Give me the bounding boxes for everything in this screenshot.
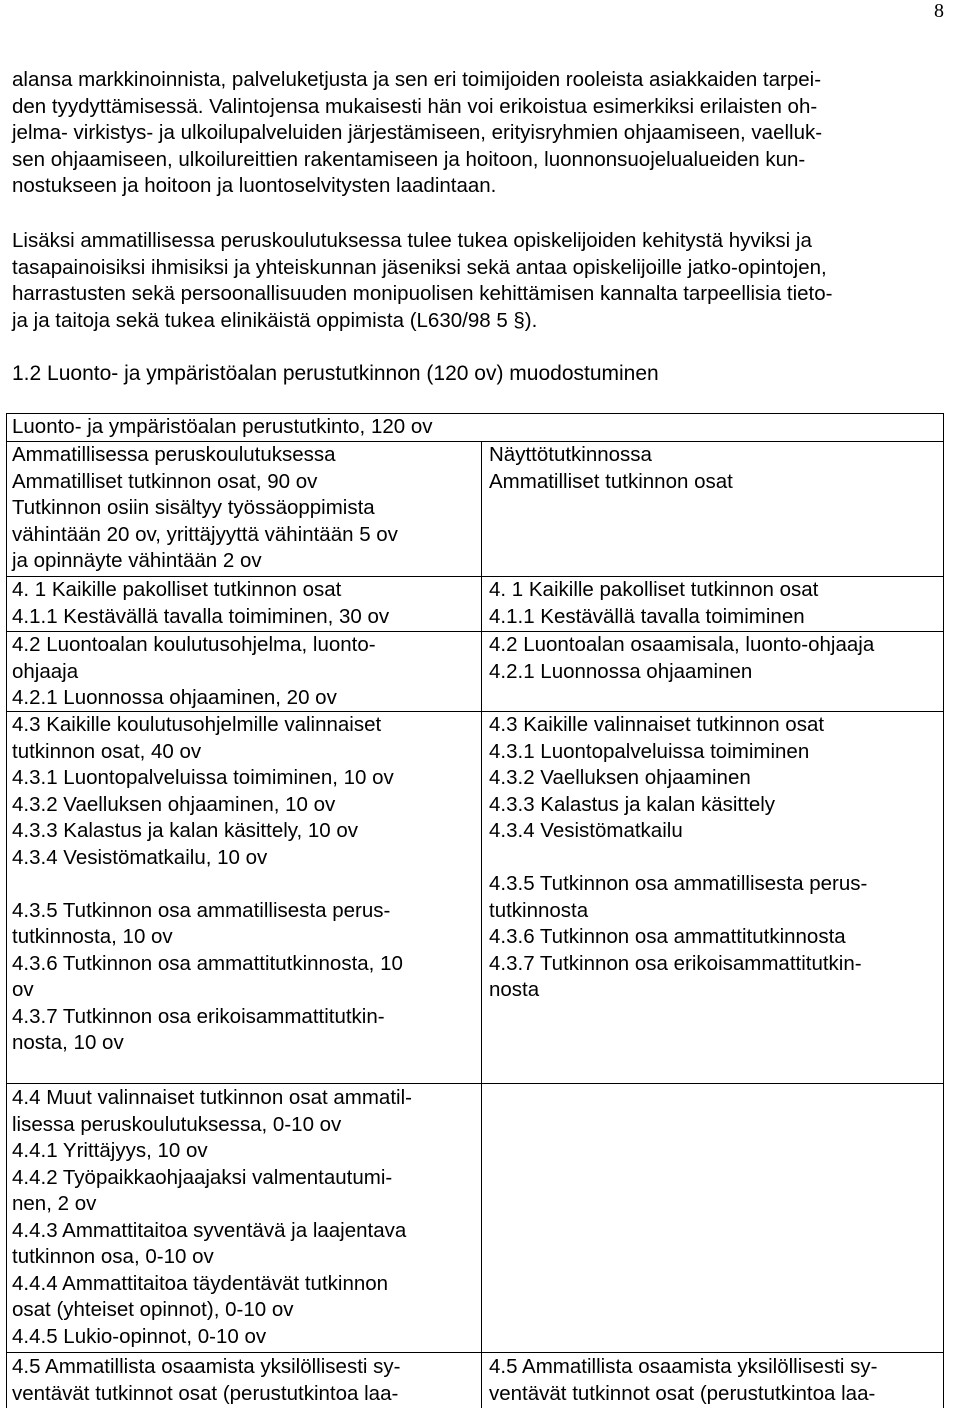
cell-line [12, 871, 474, 898]
cell-line: 4.3.7 Tutkinnon osa erikoisammattitutkin- [489, 951, 862, 975]
cell-line: tutkinnon osa, 0-10 ov [12, 1245, 214, 1268]
intro-paragraph-1 [12, 67, 942, 200]
text-line: ja ja taitoja sekä tukea elinikäistä oppimista (L630/98 5 §). [12, 308, 538, 332]
cell-line: 4.3.5 Tutkinnon osa ammatillisesta perus- [489, 872, 868, 895]
cell-line: ohjaaja [12, 659, 79, 683]
note-line: vähintään 20 ov, yrittäjyyttä vähintään 5 ov [12, 522, 398, 546]
cell-line: tutkinnosta, 10 ov [12, 925, 173, 948]
cell-line: osat (yhteiset opinnot), 0-10 ov [12, 1298, 294, 1321]
table-border [6, 1083, 943, 1084]
table-border [6, 1352, 943, 1353]
cell-line: nen, 2 ov [12, 1192, 97, 1215]
cell-line: 4.4.1 Yrittäjyys, 10 ov [12, 1139, 208, 1162]
cell-4-1-right [489, 577, 939, 630]
text-line: Lisäksi ammatillisessa peruskoulutuksessa tulee tukea opiskelijoiden kehitystä hyviksi ja [12, 229, 812, 252]
cell-4-3-right [489, 712, 939, 1004]
cell-line: 4.5 Ammatillista osaamista yksilöllisesti sy- [12, 1355, 401, 1378]
subheader: Ammatilliset tutkinnon osat [489, 469, 733, 493]
cell-line: tutkinnon osat, 40 ov [12, 739, 202, 763]
cell-line: 4.3.2 Vaelluksen ohjaaminen [489, 766, 751, 789]
cell-line: 4.3.7 Tutkinnon osa erikoisammattitutkin- [12, 1004, 385, 1028]
table-title: Luonto- ja ympäristöalan perustutkinto, 120 ov [12, 415, 433, 438]
cell-4-4-left [12, 1085, 474, 1350]
cell-line: 4.3.1 Luontopalveluissa toimiminen [489, 739, 810, 763]
cell-line: 4.3 Kaikille valinnaiset tutkinnon osat [489, 713, 825, 736]
cell-line: 4.4.4 Ammattitaitoa täydentävät tutkinnon [12, 1271, 389, 1295]
cell-line: tutkinnosta [489, 898, 589, 922]
subheader: Ammatilliset tutkinnon osat, 90 ov [12, 469, 318, 493]
note-line: ja opinnäyte vähintään 2 ov [12, 549, 262, 572]
cell-4-2-left [12, 632, 474, 712]
cell-line: 4.3.4 Vesistömatkailu [489, 819, 683, 842]
cell-line: 4.4.3 Ammattitaitoa syventävä ja laajentava [12, 1218, 407, 1242]
cell-line: 4. 1 Kaikille pakolliset tutkinnon osat [12, 578, 342, 601]
table-left-header [12, 442, 474, 575]
cell-line: 4.3.6 Tutkinnon osa ammattitutkinnosta, 10 [12, 951, 403, 975]
cell-line: 4.5 Ammatillista osaamista yksilöllisesti sy- [489, 1355, 878, 1378]
cell-line: ventävät tutkinnot osat (perustutkintoa laa- [489, 1381, 876, 1405]
cell-line: 4.3.2 Vaelluksen ohjaaminen, 10 ov [12, 792, 336, 816]
cell-line: 4.2.1 Luonnossa ohjaaminen, 20 ov [12, 686, 337, 709]
intro-paragraph-2 [12, 228, 942, 334]
text-line: alansa markkinoinnista, palveluketjusta ja sen eri toimijoiden rooleista asiakkaiden tarpei- [12, 68, 822, 91]
cell-line: 4.1.1 Kestävällä tavalla toimiminen, 30 ov [12, 604, 390, 628]
cell-line: nosta, 10 ov [12, 1031, 124, 1054]
cell-line: 4.2 Luontoalan osaamisala, luonto-ohjaaja [489, 633, 875, 656]
cell-line: 4.3.4 Vesistömatkailu, 10 ov [12, 845, 268, 869]
page-number: 8 [934, 0, 944, 22]
table-right-header [489, 442, 939, 495]
cell-line: 4.4.5 Lukio-opinnot, 0-10 ov [12, 1324, 267, 1348]
cell-line: 4.3 Kaikille koulutusohjelmille valinnaiset [12, 713, 382, 736]
cell-line: 4.1.1 Kestävällä tavalla toimiminen [489, 604, 805, 628]
cell-line: 4.4.2 Työpaikkaohjaajaksi valmentautumi- [12, 1165, 393, 1189]
cell-line: 4.3.3 Kalastus ja kalan käsittely [489, 792, 776, 816]
column-header: Ammatillisessa peruskoulutuksessa [12, 443, 336, 466]
cell-line: ov [12, 978, 34, 1001]
cell-4-5-right [489, 1354, 939, 1407]
text-line: nostukseen ja hoitoon ja luontoselvitysten laadintaan. [12, 174, 497, 197]
text-line: tasapainoisiksi ihmisiksi ja yhteiskunnan jäseniksi sekä antaa opiskelijoille jatko-opintojen, [12, 255, 827, 279]
note-line: Tutkinnon osiin sisältyy työssäoppimista [12, 496, 375, 519]
text-line: harrastusten sekä persoonallisuuden monipuolisen kehittämisen kannalta tarpeellisia tieto- [12, 282, 833, 305]
table-border [481, 441, 482, 1408]
cell-4-3-left [12, 712, 474, 1057]
cell-4-5-left [12, 1354, 474, 1407]
cell-line: lisessa peruskoulutuksessa, 0-10 ov [12, 1112, 342, 1136]
text-line: jelma- virkistys- ja ulkoilupalveluiden järjestämiseen, erityisryhmien ohjaamiseen, vaelluk- [12, 121, 823, 144]
table-border [6, 413, 7, 1408]
cell-line: nosta [489, 978, 540, 1001]
table-border [943, 413, 944, 1408]
cell-line: ventävät tutkinnot osat (perustutkintoa laa- [12, 1381, 399, 1405]
cell-line: 4.3.3 Kalastus ja kalan käsittely, 10 ov [12, 819, 359, 842]
column-header: Näyttötutkinnossa [489, 443, 652, 466]
section-heading: 1.2 Luonto- ja ympäristöalan perustutkinnon (120 ov) muodostuminen [12, 362, 659, 385]
cell-line: 4.4 Muut valinnaiset tutkinnon osat ammatil- [12, 1086, 412, 1109]
cell-4-2-right [489, 632, 939, 685]
cell-line: 4.3.5 Tutkinnon osa ammatillisesta perus- [12, 898, 391, 922]
text-line: den tyydyttämisessä. Valintojensa mukaisesti hän voi erikoistua esimerkiksi erilaisten oh- [12, 94, 818, 118]
cell-line: 4.2 Luontoalan koulutusohjelma, luonto- [12, 633, 376, 656]
cell-line: 4. 1 Kaikille pakolliset tutkinnon osat [489, 578, 819, 601]
cell-line [489, 845, 939, 872]
cell-line: 4.2.1 Luonnossa ohjaaminen [489, 659, 753, 683]
cell-line: 4.3.6 Tutkinnon osa ammattitutkinnosta [489, 925, 846, 948]
cell-line: 4.3.1 Luontopalveluissa toimiminen, 10 ov [12, 766, 394, 789]
cell-4-1-left [12, 577, 474, 630]
text-line: sen ohjaamiseen, ulkoilureittien rakentamiseen ja hoitoon, luonnonsuojelualueiden kun- [12, 147, 806, 171]
